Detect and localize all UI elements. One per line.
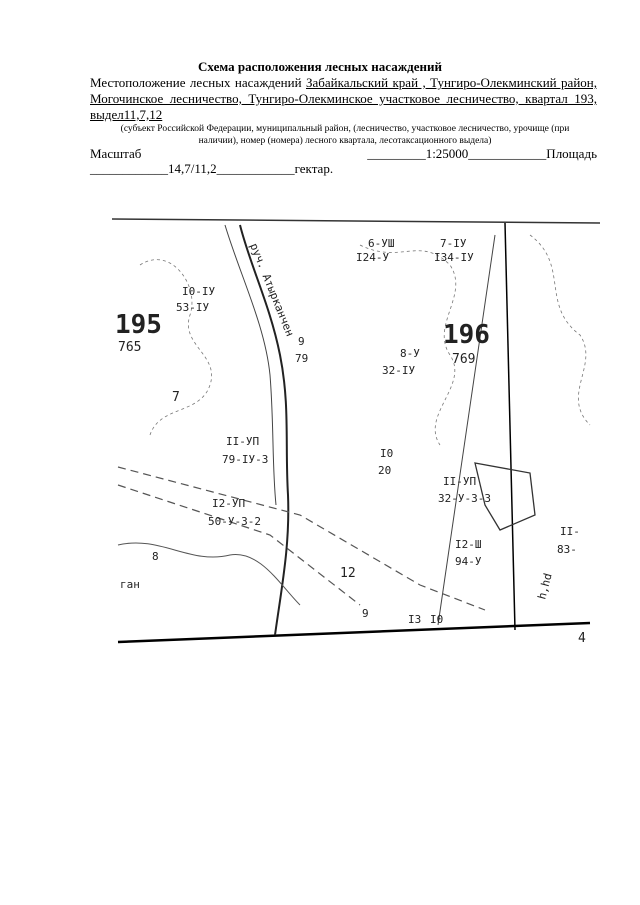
- area-line: ____________14,7/11,2____________гектар.: [90, 161, 334, 176]
- location-line-1: [90, 75, 597, 91]
- location-label: Местоположение лесных насаждений: [90, 75, 302, 90]
- label-twelve: 12: [340, 566, 356, 581]
- location-note: (субъект Российской Федерации, муниципальный район, (лесничество, участковое лесничество, урочище (при наличии), номер (номера) лесного квартала, лесотаксационного выдела): [120, 124, 570, 146]
- parcel-top: I2-УП: [212, 497, 246, 510]
- parcel-bottom: 83-: [557, 543, 577, 556]
- parcel-top: I0-IУ: [182, 285, 216, 298]
- parcel-bottom: 94-У: [455, 555, 482, 568]
- parcel-top: 9: [298, 335, 305, 348]
- parcel-top: 7-IУ: [440, 237, 467, 250]
- river-name: руч. Атырканчен: [247, 241, 297, 339]
- label-seven: 7: [172, 390, 180, 405]
- parcel-bottom: 20: [378, 464, 392, 477]
- location-value-1: Забайкальский край , Тунгиро-Олекминский район,: [306, 75, 597, 90]
- scale-value: _________1:25000____________Площадь: [367, 146, 597, 161]
- document-title: Схема расположения лесных насаждений: [198, 59, 442, 74]
- road-label: h,hd: [535, 571, 555, 601]
- contour-2: [360, 245, 456, 445]
- parcel-top: I3: [408, 613, 422, 626]
- quarter-195-area: 765: [118, 340, 142, 355]
- stream-path: [118, 543, 300, 605]
- parcel-bottom: 79: [295, 352, 309, 365]
- label-eight: 8: [152, 550, 159, 563]
- parcel-top: II-УП: [226, 435, 260, 448]
- road-dashed-1: [118, 467, 485, 610]
- parcel-top: I2-Ш: [455, 538, 482, 551]
- quarter-196: 196: [443, 320, 490, 350]
- parcel-bottom: I34-IУ: [434, 251, 474, 264]
- parcel-top: 8-У: [400, 347, 420, 360]
- parcel-bottom: I0: [430, 613, 444, 626]
- scale-line: [90, 146, 597, 162]
- stream-name: ган: [120, 578, 140, 591]
- parcel-bottom: I24-У: [356, 251, 390, 264]
- location-line-2: Могочинское лесничество, Тунгиро-Олекминское участковое лесничество, квартал 193,: [90, 91, 597, 106]
- map-top-border: [112, 219, 600, 223]
- parcel-bottom: 32-У-3-3: [438, 492, 491, 505]
- parcel-top: II-УП: [443, 475, 477, 488]
- parcel-bottom: 79-IУ-3: [222, 453, 269, 466]
- parcel-top: 6-УШ: [368, 237, 395, 250]
- parcel-top: I0: [380, 447, 394, 460]
- quarter-boundary-right: [505, 223, 515, 630]
- label-four: 4: [578, 631, 586, 646]
- parcel-bottom: 32-IУ: [382, 364, 416, 377]
- label-nine: 9: [362, 607, 369, 620]
- parcel-top: II-: [560, 525, 580, 538]
- scale-label: Масштаб: [90, 146, 142, 161]
- forest-map: [100, 205, 610, 655]
- quarter-195: 195: [115, 310, 162, 340]
- quarter-196-area: 769: [452, 352, 476, 367]
- parcel-bottom: 53-IУ: [176, 301, 210, 314]
- location-line-3: выдел11,7,12: [90, 107, 163, 122]
- map-bottom-border: [118, 623, 590, 642]
- parcel-bottom: 50-У-3-2: [208, 515, 261, 528]
- contour-3: [530, 235, 590, 425]
